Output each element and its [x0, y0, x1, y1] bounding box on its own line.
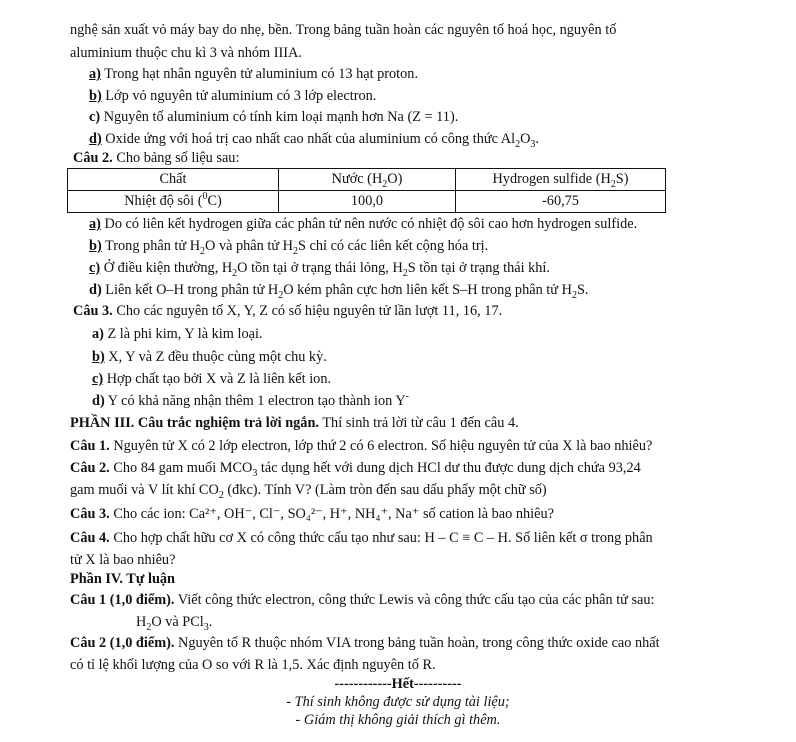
part3-heading — [70, 414, 519, 432]
question-title: Câu 2. — [70, 460, 110, 476]
cell-text: S) — [615, 171, 629, 187]
part4-q2-line-2: có tỉ lệ khối lượng của O so với R là 1,5. Xác định nguyên tố R. — [70, 657, 436, 673]
q1-item-text: Nguyên tố aluminium có tính kim loại mạnh hơn Na (Z = 11). — [103, 109, 459, 125]
structural-formula: H – C ≡ C – H — [424, 530, 508, 546]
table-cell: -60,75 — [456, 191, 666, 213]
subscript: 3 — [530, 138, 536, 150]
part4-q1-line-1 — [70, 591, 655, 609]
subscript: 2 — [610, 178, 616, 190]
section-text: Thí sinh trả lời từ câu 1 đến câu 4. — [322, 415, 519, 431]
part3-q4-line-2: tử X là bao nhiêu? — [70, 552, 176, 568]
q3-item-d — [92, 392, 409, 410]
table-cell: 100,0 — [279, 191, 456, 213]
question-text: Nguyên tố R thuộc nhóm VIA trong bảng tuần hoàn, trong công thức oxide cao nhất — [178, 635, 660, 651]
q2-item-text: S tồn tại ở trạng thái khí. — [407, 260, 550, 276]
q3-item-label: b) — [92, 349, 105, 365]
part4-heading: Phần IV. Tự luận — [70, 571, 176, 587]
q2-item-text: Trong phân tử H — [105, 238, 201, 254]
subscript: 2 — [278, 289, 284, 301]
subscript: 2 — [146, 621, 152, 633]
table-header-cell: Chất — [68, 169, 279, 191]
superscript: - — [405, 391, 410, 403]
q1-item-text: Oxide ứng với hoá trị cao nhất cao nhất của aluminium có công thức Al — [105, 131, 516, 147]
subscript: 3 — [252, 467, 258, 479]
q1-item-text: . — [535, 131, 539, 147]
q2-item-d — [89, 281, 588, 299]
part3-q2-line-2 — [70, 481, 547, 499]
q2-item-text: S. — [576, 282, 589, 298]
data-table — [67, 168, 666, 213]
q1-item-a — [89, 65, 418, 83]
cell-text: Nhiệt độ sôi ( — [124, 193, 203, 209]
q1-item-label: d) — [89, 131, 102, 147]
q1-item-b — [89, 87, 376, 105]
question-text: Cho bảng số liệu sau: — [116, 150, 240, 166]
q2-item-text: Do có liên kết hydrogen giữa các phân tử nên nước có nhiệt độ sôi cao hơn hydrogen sulfide. — [104, 216, 638, 232]
q1-item-label: a) — [89, 66, 101, 82]
question-text: Viết công thức electron, công thức Lewis và công thức cấu tạo của các phân tử sau: — [177, 592, 655, 608]
q2-item-text: O kém phân cực hơn liên kết S–H trong phân tử H — [283, 282, 572, 298]
cell-text: Hydrogen sulfide (H — [492, 171, 611, 187]
question-text: Cho hợp chất hữu cơ X có công thức cấu tạo như sau: — [113, 530, 421, 546]
q2-item-text: O tồn tại ở trạng thái lỏng, H — [237, 260, 403, 276]
question-title: Câu 3. — [70, 506, 110, 522]
question-title: Câu 1 (1,0 điểm). — [70, 592, 175, 608]
subscript: 2 — [200, 245, 206, 257]
q2-item-label: a) — [89, 216, 101, 232]
cell-text: Nước (H — [331, 171, 383, 187]
end-marker: ------------Hết---------- — [334, 676, 462, 692]
table-row-label — [68, 191, 279, 213]
q3-item-text: X, Y và Z đều thuộc cùng một chu kỳ. — [108, 349, 327, 365]
q3-item-c — [92, 370, 331, 388]
subscript: 3 — [203, 621, 209, 633]
question-text: . — [208, 614, 213, 630]
question-text: Cho các ion: — [113, 506, 186, 522]
section-title: PHẦN III. Câu trắc nghiệm trả lời ngắn. — [70, 415, 319, 431]
q2-item-c — [89, 259, 550, 277]
table-header-cell — [279, 169, 456, 191]
question-text: . Số liên kết σ trong phân — [507, 530, 653, 546]
q3-item-b — [92, 348, 327, 366]
q2-item-b — [89, 237, 488, 255]
question-text: Nguyên tử X có 2 lớp electron, lớp thứ 2 có 6 electron. Số hiệu nguyên tử của X là bao nhiêu? — [113, 438, 653, 454]
footer-note-2: - Giám thị không giải thích gì thêm. — [295, 712, 501, 728]
question-title: Câu 1. — [70, 438, 110, 454]
q1-item-text: Lớp vỏ nguyên tử aluminium có 3 lớp electron. — [105, 88, 377, 104]
q1-item-label: b) — [89, 88, 102, 104]
q2-item-a — [89, 215, 637, 233]
subscript: 2 — [402, 267, 408, 279]
subscript: 2 — [218, 489, 224, 501]
subscript: 2 — [571, 289, 577, 301]
intro-line-1: nghệ sản xuất vỏ máy bay do nhẹ, bền. Trong bảng tuần hoàn các nguyên tố hoá học, nguyên tố — [70, 22, 617, 38]
q2-heading — [73, 149, 239, 167]
q2-item-text: S chỉ có các liên kết cộng hóa trị. — [298, 238, 489, 254]
q3-item-text: Hợp chất tạo bởi X và Z là liên kết ion. — [106, 371, 332, 387]
intro-line-2: aluminium thuộc chu kì 3 và nhóm IIIA. — [70, 45, 302, 61]
question-title: Câu 3. — [73, 303, 113, 319]
q1-item-text: O — [520, 131, 531, 147]
footer-note-1: - Thí sinh không được sử dụng tài liệu; — [286, 694, 510, 710]
question-text: (đkc). Tính V? (Làm tròn đến sau dấu phẩy một chữ số) — [227, 482, 547, 498]
q3-item-label: d) — [92, 393, 105, 409]
q3-item-text: Z là phi kim, Y là kim loại. — [107, 326, 263, 342]
question-text: Cho các nguyên tố X, Y, Z có số hiệu nguyên tử lần lượt 11, 16, 17. — [116, 303, 503, 319]
part3-q2-line-1 — [70, 459, 641, 477]
subscript: 2 — [382, 178, 388, 190]
q3-item-a — [92, 325, 263, 343]
cell-text: O) — [387, 171, 403, 187]
q3-heading — [73, 302, 502, 320]
q2-item-label: b) — [89, 238, 102, 254]
q3-item-text: Y có khả năng nhận thêm 1 electron tạo thành ion Y — [107, 393, 406, 409]
q1-item-c — [89, 108, 458, 126]
cell-text: C) — [207, 193, 222, 209]
subscript: 2 — [232, 267, 238, 279]
question-text: H — [136, 614, 147, 630]
question-text: số cation là bao nhiêu? — [422, 506, 554, 522]
q3-item-label: c) — [92, 371, 104, 387]
q2-item-text: O và phân tử H — [205, 238, 293, 254]
q3-item-label: a) — [92, 326, 104, 342]
part3-q3 — [70, 505, 554, 523]
q2-item-label: d) — [89, 282, 102, 298]
q2-item-text: Ở điều kiện thường, H — [103, 260, 233, 276]
question-title: Câu 4. — [70, 530, 110, 546]
question-text: Cho 84 gam muối MCO — [113, 460, 253, 476]
subscript: 2 — [515, 138, 521, 150]
question-title: Câu 2. — [73, 150, 113, 166]
part3-q1 — [70, 437, 652, 455]
q2-item-label: c) — [89, 260, 101, 276]
q1-item-d — [89, 130, 539, 148]
part3-q4-line-1 — [70, 529, 653, 547]
q2-item-text: Liên kết O–H trong phân tử H — [105, 282, 279, 298]
part4-q2-line-1 — [70, 634, 660, 652]
q1-item-label: c) — [89, 109, 101, 125]
table-row — [68, 191, 666, 213]
ion-list: Ca²⁺, OH⁻, Cl⁻, SO₄²⁻, H⁺, NH₄⁺, Na⁺ — [189, 506, 420, 522]
question-text: O và PCl — [151, 614, 204, 630]
table-header-row — [68, 169, 666, 191]
question-text: tác dụng hết với dung dịch HCl dư thu được dung dịch chứa 93,24 — [260, 460, 641, 476]
q1-item-text: Trong hạt nhân nguyên tử aluminium có 13 hạt proton. — [104, 66, 419, 82]
table-header-cell — [456, 169, 666, 191]
question-text: gam muối và V lít khí CO — [70, 482, 219, 498]
subscript: 2 — [293, 245, 298, 257]
superscript: 0 — [202, 191, 208, 203]
part4-q1-line-2 — [136, 613, 212, 631]
question-title: Câu 2 (1,0 điểm). — [70, 635, 175, 651]
